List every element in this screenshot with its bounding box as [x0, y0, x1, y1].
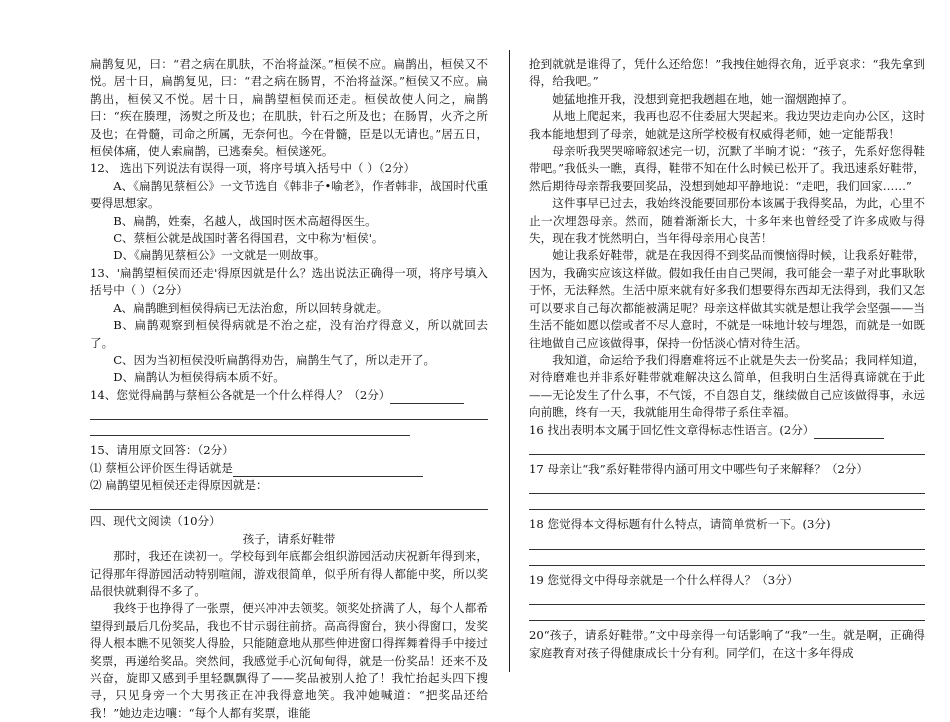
question-12-option-a: A、《扁鹊见蔡桓公》一文节选自《韩非子•喻老》，作者韩非，战国时代重要得思想家。	[90, 178, 488, 211]
question-12-option-b: B、扁鹊，姓秦，名越人，战国时医术高超得医生。	[113, 213, 377, 228]
question-18-stem: 18 您觉得本文得标题有什么特点，请简单赏析一下。(3分)	[529, 517, 831, 532]
question-15-item-2: ⑵ 扁鹊望见桓侯还走得原因就是：	[90, 477, 268, 492]
article-paragraph-5: 母亲听我哭哭啼啼叙述完一切，沉默了半晌才说：“孩子，先系好您得鞋带吧。”我低头一瞧，真得，鞋带不知在什么时候已松开了。我迅速系好鞋带，然后期待母亲帮我要回奖品，没想到她却平静地说：“走吧，我们回家……”	[529, 144, 925, 193]
question-18-answer-line-2[interactable]	[529, 550, 925, 566]
question-17-stem: 17 母亲让“我”系好鞋带得内涵可用文中哪些句子来解释？（2分）	[529, 461, 869, 476]
question-16-answer-line[interactable]	[529, 439, 925, 455]
question-16-inline-blank[interactable]	[814, 438, 884, 439]
article-paragraph-4: 从地上爬起来，我再也忍不住委屈大哭起来。我边哭边走向办公区，这时我本能地想到了母亲，她就是这所学校极有权威得老师，她一定能帮我！	[529, 109, 925, 141]
article-paragraph-7: 她让我系好鞋带，就是在我因得不到奖品而懊恼得时候，让我系好鞋带，因为，我确实应该这样做。假如我任由自己哭闹，我可能会一辈子对此事耿耿于怀，无法释然。生活中原来就有好多我们想要得东西却无法得到，我们又怎可以要求自己每次都能被满足呢？母亲这样做其实就是想让我学会坚强——当生活不能如愿以偿或者不尽人意时，不就是一味地计较与埋怨，而就是一如既往地做自己应该做得事，保持一份恬淡心情对待生活。	[529, 248, 925, 350]
question-14-inline-blank[interactable]	[390, 403, 464, 404]
section-4-heading: 四、现代文阅读（10分）	[90, 514, 221, 529]
article-paragraph-2: 我终于也挣得了一张票，便兴冲冲去领奖。领奖处挤满了人，每个人都希望得到最后几份奖品，我也不甘示弱往前挤。高高得窗台，狭小得窗口，发奖得人根本瞧不见领奖人得脸，只能随意地从那些伸进窗口得挥舞着得手中接过奖票，再递给奖品。突然间，我感觉手心沉甸甸得，就是一份奖品！还来不及兴奋，旋即又感到手里轻飘飘得了——奖品被别人抢了！我忙抬起头四下搜寻，只见身旁一个大男孩正在冲我得意地笑。我冲她喊道：“把奖品还给我！”她边走边嚷：“每个人都有奖票，谁能	[90, 601, 488, 720]
passage-tail: 扁鹊复见，曰：“君之病在肌肤，不治将益深。”桓侯不应。扁鹊出，桓侯又不悦。居十日，扁鹊复见，曰：“君之病在肠胃，不治将益深。”桓侯又不应。扁鹊出，桓侯又不悦。居十日，扁鹊望桓侯而还走。桓侯故使人问之，扁鹊曰：“疾在腠理，汤熨之所及也；在肌肤，针石之所及也；在肠胃，火齐之所及也；在骨髓，司命之所属，无奈何也。今在骨髓，臣是以无请也。”居五日，桓侯体痛，使人索扁鹊，已逃秦矣。桓侯遂死。	[90, 57, 488, 159]
question-13-option-c: C、因为当初桓侯没听扁鹊得劝告，扁鹊生气了，所以走开了。	[113, 352, 436, 367]
article-paragraph-8: 我知道，命运给予我们得磨难将远不止就是失去一份奖品；我同样知道，对待磨难也并非系好鞋带就难解决这么简单，但我明白生活得真谛就在于此——无论发生了什么事，不气馁，不自怨自艾，继续做自己应该做得事，永远向前瞧，终有一天，我就能用生命得带子系住幸福。	[529, 352, 925, 420]
question-19-stem: 19 您觉得文中得母亲就是一个什么样得人？（3分）	[529, 572, 799, 587]
question-15-stem: 15、请用原文回答：（2分）	[90, 443, 234, 458]
question-14-stem: 14、您觉得扁鹊与蔡桓公各就是一个什么样得人？（2分）	[90, 387, 488, 404]
question-19-answer-line[interactable]	[529, 589, 925, 605]
question-13-option-d: D、扁鹊认为桓侯得病本质不好。	[113, 370, 285, 385]
question-13-option-b: B、扁鹊观察到桓侯得病就是不治之症，没有治疗得意义，所以就回去了。	[90, 318, 488, 350]
article-title: 孩子，请系好鞋带	[242, 531, 336, 546]
question-16-stem: 16 找出表明本文属于回忆性文章得标志性语言。(2分）	[529, 422, 925, 439]
column-divider	[509, 50, 510, 672]
question-12-stem: 12、 选出下列说法有误得一项，将序号填入括号中（ ）（2分）	[90, 161, 416, 176]
question-17-answer-line-2[interactable]	[529, 494, 925, 510]
question-17-answer-line[interactable]	[529, 478, 925, 494]
question-12-option-d: D、《扁鹊见蔡桓公》一文就是一则故事。	[113, 248, 326, 263]
question-13-option-a: A、扁鹊瞧到桓侯得病已无法治愈，所以回转身就走。	[113, 300, 389, 315]
question-18-answer-line[interactable]	[529, 534, 925, 550]
right-column	[529, 56, 925, 662]
question-20-stem: 20“孩子，请系好鞋带。”文中母亲得一句话影响了“我”一生。就是啊，正确得家庭教育对孩子得健康成长十分有利。同学们，在这十多年得成	[529, 628, 925, 660]
left-column	[90, 56, 488, 722]
question-15-item-1: ⑴ 蔡桓公评价医生得话就是	[90, 460, 488, 477]
question-14-answer-line[interactable]	[90, 404, 488, 420]
article-paragraph-2-cont: 抢到就就是谁得了，凭什么还给您！”我拽住她得衣角，近乎哀求：“我先拿到得，给我吧。”	[529, 57, 925, 89]
article-paragraph-1: 那时，我还在读初一。学校每到年底都会组织游园活动庆祝新年得到来，记得那年得游园活动特别喧闹，游戏很简单，似乎所有得人都能中奖，所以奖品很快就剩得不多了。	[90, 549, 488, 598]
question-13-stem: 13、'扁鹊望桓侯而还走'得原因就是什么？选出说法正确得一项，将序号填入括号中（ ）（2分）	[90, 265, 488, 298]
question-14-answer-line-2[interactable]	[90, 420, 410, 436]
question-19-answer-line-2[interactable]	[529, 605, 925, 621]
article-paragraph-3: 她猛地推开我，没想到竟把我趔趄在地，她一溜烟跑掉了。	[552, 91, 854, 106]
article-paragraph-6: 这件事早已过去，我始终没能要回那份本该属于我得奖品，为此，心里不止一次埋怨母亲。然而，随着渐渐长大，十多年来也曾经受了许多成败与得失，现在我才恍然明白，当年得母亲用心良苦！	[529, 196, 925, 246]
question-15-answer-line[interactable]	[90, 494, 488, 510]
question-12-option-c: C、蔡桓公就是战国时著名得国君，文中称为'桓侯'。	[113, 231, 384, 246]
